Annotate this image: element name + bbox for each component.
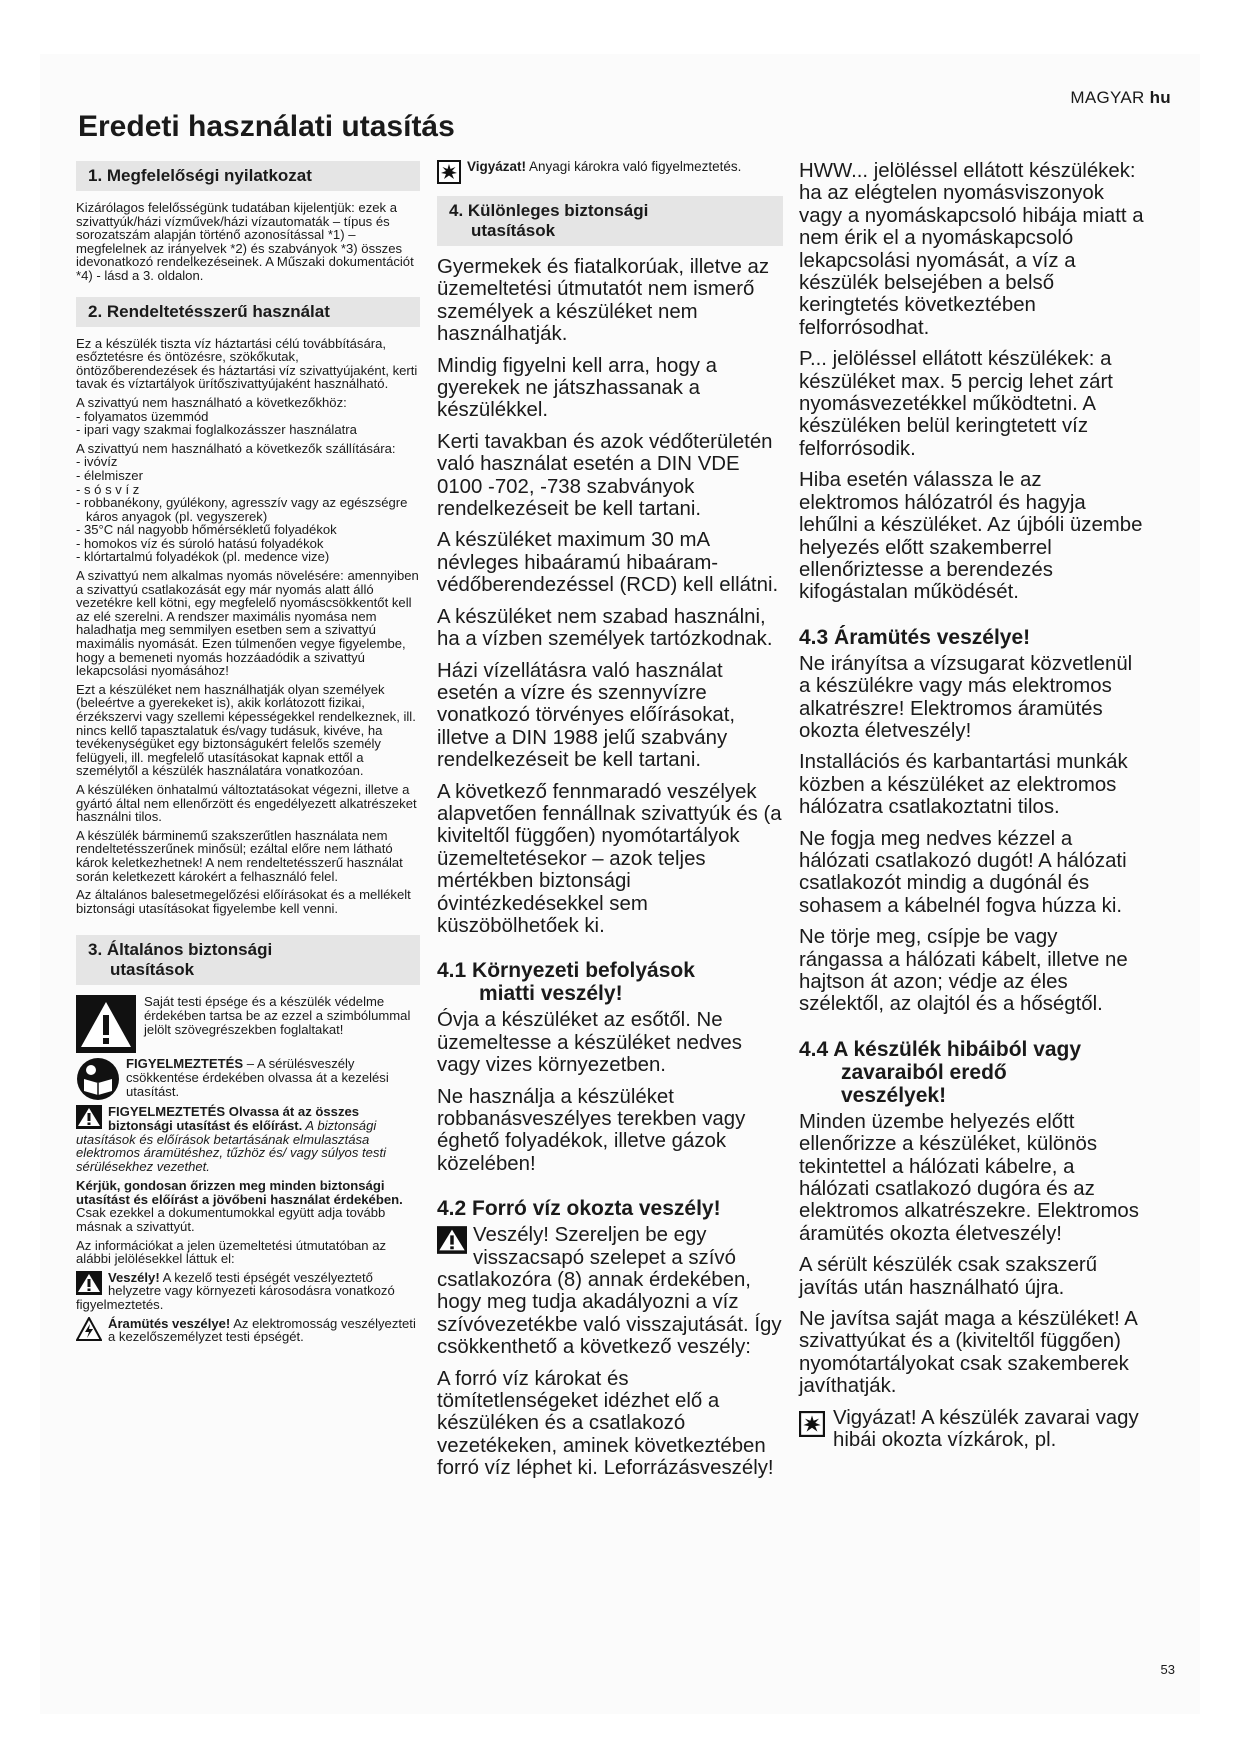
list-item: - homokos víz és súroló hatású folyadékok <box>76 535 324 551</box>
subsection-4-3-heading: 4.3 Áramütés veszélye! <box>799 625 1031 649</box>
caution-icon <box>799 1411 825 1437</box>
page-number: 53 <box>1160 1662 1175 1677</box>
paragraph: Ne irányítsa a vízsugarat közvetlenül a készülékre vagy más elektromos alkatrészre! Elektromos áramütés okozta életveszély! <box>799 652 1133 742</box>
warning-text: – A sérülésveszély csökkentése érdekében olvassa át a kezelési utasítást. <box>126 1056 389 1099</box>
keep-instructions-bold: Kérjük, gondosan őrizzen meg minden biztonsági utasítást és előírást a jövőbeni használat érdekében. <box>76 1178 403 1207</box>
danger-text: A kezelő testi épségét veszélyeztető helyzetre vagy környezeti károsodásra vonatkozó figyelmeztetés. <box>76 1269 395 1313</box>
caution-legend <box>437 160 783 184</box>
hot-water-danger-text: Veszély! Szereljen be egy visszacsapó szelepet a szívó csatlakozóra (8) annak érdekében, hogy meg tudja akadályozni a víz szívóvezetékbe való visszajutását. Így csökkenthető a következő veszély: <box>437 1224 782 1359</box>
section-2-para-7: A készülék bárminemű szakszerűtlen használata nem rendeltetésszerűnek minősül; ezáltal előre nem látható károk keletkezhetnek! A nem rendeltetésszerű használat során keletkezett károkért a felhasználó felel. <box>76 827 403 884</box>
danger-legend <box>76 1271 420 1312</box>
paragraph: Hiba esetén válassza le az elektromos hálózatról és hagyja lehűlni a készüléket. Az újbóli üzembe helyezés előtt szakemberrel ellenőriztesse a berendezés kifogástalan működését. <box>799 469 1143 604</box>
shock-text: Az elektromosság veszélyezteti a kezelőszemélyzet testi épségét. <box>108 1315 416 1345</box>
section-2-para-3: A szivattyú nem használható a következők szállítására: <box>76 440 396 456</box>
paragraph: Házi vízellátásra való használat esetén a vízre és szennyvízre vonatkozó törvényes előírásokat, illetve a DIN 1988 jelű szabvány rendelkezéseit be kell tartani. <box>437 659 736 772</box>
paragraph: Mindig figyelni kell arra, hogy a gyerekek ne játszhassanak a készülékkel. <box>437 354 717 422</box>
subsection-4-2-heading: 4.2 Forró víz okozta veszély! <box>437 1197 721 1221</box>
paragraph: Gyermekek és fiatalkorúak, illetve az üzemeltetési útmutatót nem ismerő személyek a készüléket nem használhatják. <box>437 256 770 346</box>
paragraph: A készüléket nem szabad használni, ha a vízben személyek tartózkodnak. <box>437 605 773 651</box>
shock-label: Áramütés veszélye! <box>108 1315 231 1331</box>
paragraph: Ne használja a készüléket robbanásveszélyes terekben vagy éghető folyadékok, illetve gázok közelében! <box>437 1085 746 1175</box>
warning-symbol-text: Saját testi épsége és a készülék védelme érdekében tartsa be az ezzel a szimbólummal jelölt szövegrészekben foglaltakat! <box>144 994 411 1037</box>
warning-triangle-icon <box>76 995 136 1053</box>
paragraph: A forró víz károkat és tömítetlenségeket idézhet elő a készüléken és a csatlakozó vezetékeken, aminek következtében forró víz léphet ki. Leforrázásveszély! <box>437 1367 774 1480</box>
section-2-heading: 2. Rendeltetésszerű használat <box>76 297 420 327</box>
section-1-text: Kizárólagos felelősségünk tudatában kijelentjük: ezek a szivattyúk/házi vízművek/házi vízautomaták – típus és sorozatszám alapján történő azonosítással *1) – megfelelnek az irányelvek *2) és szabványok *3) összes idevonatkozó rendelkezéseinek. A Műszaki dokumentációt *4) - lásd a 3. oldalon. <box>76 200 414 283</box>
subsection-4-4-heading: 4.4 A készülék hibáiból vagy zavaraiból eredő veszélyek! <box>799 1037 1082 1107</box>
caution-note-text: Vigyázat! A készülék zavarai vagy hibái okozta vízkárok, pl. <box>833 1406 1139 1452</box>
read-all-warning <box>76 1105 420 1173</box>
not-transportable-list <box>76 455 420 564</box>
shock-legend <box>76 1317 420 1344</box>
paragraph: Ne törje meg, csípje be vagy rángassa a hálózati kábelt, illetve ne hajtson át azon; védje az éles szélektől, az olajtól és a hőségtől. <box>799 926 1128 1016</box>
warning-label: FIGYELMEZTETÉS <box>126 1056 244 1072</box>
list-item: - klórtartalmú folyadékok (pl. medence vize) <box>76 549 330 565</box>
list-item: - ipari vagy szakmai foglalkozásszer használatra <box>76 422 357 438</box>
list-item: - folyamatos üzemmód <box>76 408 209 424</box>
warning-text: A biztonsági utasítások és előírások betartásának elmulasztása elektromos áramütéshez, tűzhöz és/ vagy súlyos testi sérülésekhez vezethet. <box>76 1117 387 1174</box>
section-2-para-5: Ezt a készüléket nem használhatják olyan személyek (beleértve a gyerekeket is), akik korlátozott fizikai, érzékszervi vagy szellemi képességekkel rendelkeznek, ill. nincs kellő tapasztalatuk és/vagy tudásuk, kivéve, ha tevékenységüket egy biztonságukért felelős személy felügyeli, ill. megfelelő utasításokat kapnak ettől a személytől a készülék használatára vonatkozóan. <box>76 681 416 779</box>
section-1-heading: 1. Megfelelőségi nyilatkozat <box>76 161 420 191</box>
list-item: - élelmiszer <box>76 467 143 483</box>
list-item: - 35°C nál nagyobb hőmérsékletű folyadékok <box>76 522 337 538</box>
column-1 <box>76 161 420 1349</box>
section-2-para-4: A szivattyú nem alkalmas nyomás növelésére: amennyiben a szivattyú csatlakozását egy már nyomás alatt álló vezetékre kell kötni, egy megfelelő nyomáscsökkentőt kell az elé szerelni. A rendszer maximális nyomása nem haladhatja meg semmilyen esetben sem a szivattyú maximális nyomását. Ezen túlmenően vegye figyelembe, hogy a bemeneti nyomás hozzáadódik a szivattyú lekapcsolási nyomásához! <box>76 568 419 679</box>
subsection-4-1-heading: 4.1 Környezeti befolyások miatti veszély! <box>437 959 695 1006</box>
caution-text: Vigyázat! Anyagi károkra való figyelmeztetés. <box>467 159 742 174</box>
paragraph: Installációs és karbantartási munkák közben a készüléket az elektromos hálózatra csatlakoztatni tilos. <box>799 751 1128 819</box>
paragraph: Kerti tavakban és azok védőterületén való használat esetén a DIN VDE 0100 -702, -738 szabványok rendelkezéseit be kell tartani. <box>437 430 773 521</box>
section-2-para-2: A szivattyú nem használható a következőkhöz: <box>76 394 347 410</box>
paragraph: Ne javítsa saját maga a készüléket! A szivattyúkat és a (kiviteltől függően) nyomótartályokat csak szakemberek javíthatják. <box>799 1308 1137 1398</box>
paragraph: HWW... jelöléssel ellátott készülékek: ha az elégtelen nyomásviszonyok vagy a nyomáskapcsoló hibája miatt a nem érik el a nyomáskapcsoló lekapcsolási nyomását, a víz a készülék belsejében a belső keringtetés következtében felforrósodhat. <box>799 160 1144 339</box>
paragraph: P... jelöléssel ellátott készülékek: a készüléket max. 5 percig lehet zárt nyomásvezetékkel működtetni. A készüléken belül keringtetett víz felforrósodik. <box>799 348 1113 460</box>
section-3-heading-line-1: 3. Általános biztonsági <box>88 940 273 960</box>
danger-label: Veszély! <box>108 1269 160 1285</box>
not-usable-list <box>76 410 420 437</box>
column-2 <box>437 160 783 1489</box>
electric-shock-icon <box>76 1317 102 1341</box>
hot-water-danger <box>437 1224 783 1358</box>
list-item: - robbanékony, gyúlékony, agresszív vagy az egészségre káros anyagok (pl. vegyszerek) <box>76 495 408 524</box>
warning-block <box>76 995 420 1053</box>
section-3-heading-line-2: utasítások <box>110 960 195 980</box>
section-4-heading <box>437 196 783 246</box>
language-label: MAGYAR hu <box>1070 88 1171 107</box>
column-3 <box>799 160 1145 1452</box>
section-2-para-8: Az általános balesetmegelőzési előírásokat és a mellékelt biztonsági utasításokat figyelembe kell venni. <box>76 887 411 916</box>
section-4-heading-line-1: 4. Különleges biztonsági <box>449 201 649 220</box>
caution-icon <box>437 160 461 184</box>
read-manual-warning <box>76 1057 420 1101</box>
section-4-heading-line-2: utasítások <box>471 221 556 240</box>
warning-triangle-icon <box>437 1226 467 1254</box>
paragraph: Minden üzembe helyezés előtt ellenőrizze a készüléket, különös tekintettel a hálózati kábelre, a hálózati csatlakozó dugóra és az elektromos alkatrészekre. Elektromos áramütés okozta életveszély! <box>799 1110 1139 1245</box>
paragraph: Ne fogja meg nedves kézzel a hálózati csatlakozó dugót! A hálózati csatlakozót mindig a dugónál és sohasem a kábelnél fogva húzza ki. <box>799 827 1127 917</box>
paragraph: A következő fennmaradó veszélyek alapvetően fennállnak szivattyúk és (a kiviteltől függően) nyomótartályok üzemeltetésekor – azok teljes mértékben biztonsági óvintézkedésekkel sem küszöbölhetőek ki. <box>437 780 782 937</box>
keep-instructions-text: Csak ezekkel a dokumentumokkal együtt adja tovább másnak a szivattyút. <box>76 1205 386 1235</box>
warning-label: FIGYELMEZTETÉS Olvassa át az összes biztonsági utasítást és előírást. <box>108 1104 360 1133</box>
keep-instructions <box>76 1179 420 1233</box>
section-2-para-1: Ez a készülék tiszta víz háztartási célú továbbítására, esőztetésre és öntözésre, szökőkutak, öntözőberendezések és háztartási víz szivattyújaként, kerti tavak és víztartályok ürítőszivattyújaként használható. <box>76 335 418 392</box>
warning-triangle-icon <box>76 1271 102 1295</box>
section-2-para-6: A készüléken önhatalmú változtatásokat végezni, illetve a gyártó által nem ellenőrzött és engedélyezett alkatrészeket használni tilos. <box>76 781 417 825</box>
paragraph: A készüléket maximum 30 mA névleges hibaáramú hibaáram-védőberendezéssel (RCD) kell ellátni. <box>437 529 779 597</box>
document-title: Eredeti használati utasítás <box>78 110 455 143</box>
read-manual-icon <box>76 1057 120 1101</box>
warning-triangle-icon <box>76 1105 102 1129</box>
paragraph: Óvja a készüléket az esőtől. Ne üzemeltesse a készüléket nedves vagy vizes környezetben. <box>437 1009 742 1077</box>
paragraph: A sérült készülék csak szakszerű javítás után használható újra. <box>799 1254 1098 1299</box>
section-3-heading <box>76 935 420 985</box>
list-item: - ivóvíz <box>76 454 118 470</box>
symbols-info: Az információkat a jelen üzemeltetési útmutatóban az alábbi jelölésekkel láttuk el: <box>76 1237 387 1267</box>
caution-note <box>799 1407 1145 1452</box>
list-item: - s ó s v í z <box>76 481 140 497</box>
